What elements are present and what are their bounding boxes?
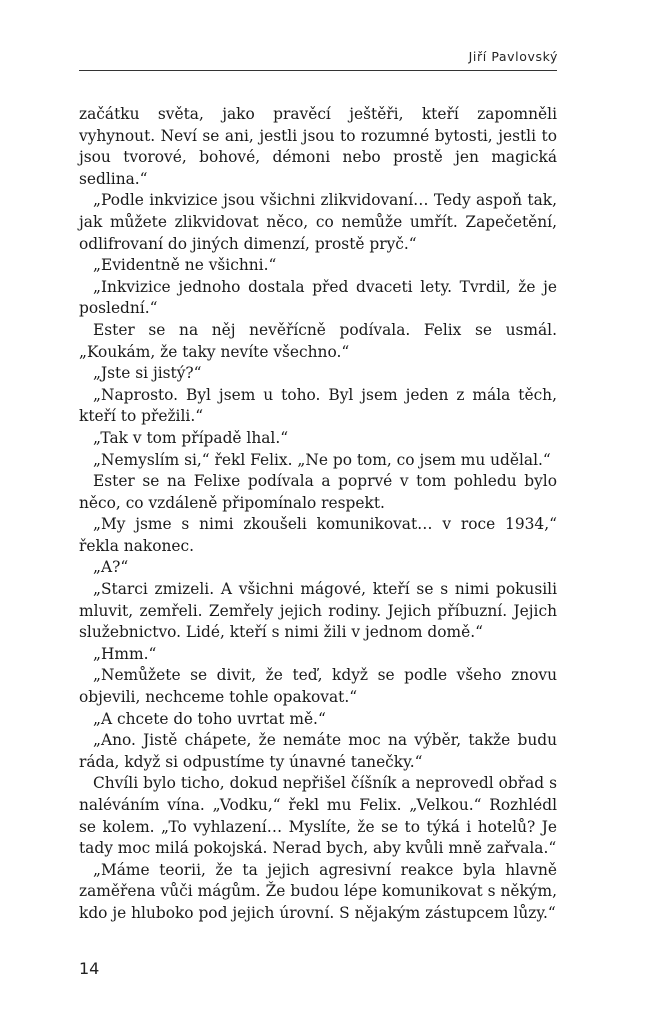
paragraph: „Podle inkvizice jsou všichni zlikvidovaní… Tedy aspoň tak, jak můžete zlikvidovat něco, co nemůže umřít. Zapečetění, odlifrovaní do jiných dimenzí, prostě pryč.“	[79, 191, 557, 253]
paragraph: Ester se na něj nevěřícně podívala. Felix se usmál. „Koukám, že taky nevíte všechno.“	[79, 320, 557, 361]
paragraph: „Máme teorii, že ta jejich agresivní reakce byla hlavně zaměřena vůči mágům. Že budou lépe komunikovat s někým, kdo je hluboko pod jejich úrovní. S nějakým zástupcem lůzy.“	[79, 860, 557, 922]
paragraph: „Starci zmizeli. A všichni mágové, kteří se s nimi pokusili mluvit, zemřeli. Zemřely jejich rodiny. Jejich příbuzní. Jejich služebnictvo. Lidé, kteří s nimi žili v jednom domě.“	[79, 580, 557, 642]
paragraph: „A chcete do toho uvrtat mě.“	[93, 709, 326, 728]
paragraph: „Hmm.“	[93, 644, 157, 663]
body-text	[79, 104, 557, 925]
paragraph: „Ano. Jistě chápete, že nemáte moc na výběr, takže budu ráda, když si odpustíme ty únavné tanečky.“	[79, 731, 557, 771]
header-divider	[79, 70, 557, 71]
paragraph: Ester se na Felixe podívala a poprvé v tom pohledu bylo něco, co vzdáleně připomínalo respekt.	[79, 472, 557, 512]
paragraph: začátku světa, jako pravěcí ještěři, kteří zapomněli vyhynout. Neví se ani, jestli jsou to rozumné bytosti, jestli to jsou tvorové, bohové, démoni nebo prostě jen magická sedlina.“	[79, 105, 557, 188]
paragraph: „Jste si jistý?“	[93, 364, 202, 383]
paragraph: „Naprosto. Byl jsem u toho. Byl jsem jeden z mála těch, kteří to přežili.“	[79, 385, 557, 426]
paragraph: „Evidentně ne všichni.“	[93, 256, 277, 275]
page-number: 14	[79, 959, 100, 978]
paragraph: „A?“	[93, 558, 129, 577]
running-header-author: Jiří Pavlovský	[468, 49, 558, 64]
paragraph: „Tak v tom případě lhal.“	[93, 428, 289, 447]
paragraph: „Inkvizice jednoho dostala před dvaceti lety. Tvrdil, že je poslední.“	[79, 277, 557, 318]
paragraph: „My jsme s nimi zkoušeli komunikovat… v roce 1934,“ řekla nakonec.	[79, 515, 557, 555]
paragraph: „Nemůžete se divit, že teď, když se podle všeho znovu objevili, nechceme tohle opakovat.“	[79, 666, 557, 707]
paragraph: Chvíli bylo ticho, dokud nepřišel číšník a neprovedl obřad s naléváním vína. „Vodku,“ řekl mu Felix. „Velkou.“ Rozhlédl se kolem. „To vyhlazení… Myslíte, že se to týká i hotelů? Je tady moc milá pokojská. Nerad bych, aby kvůli mně zařvala.“	[79, 774, 557, 858]
paragraph: „Nemyslím si,“ řekl Felix. „Ne po tom, co jsem mu udělal.“	[93, 450, 551, 469]
